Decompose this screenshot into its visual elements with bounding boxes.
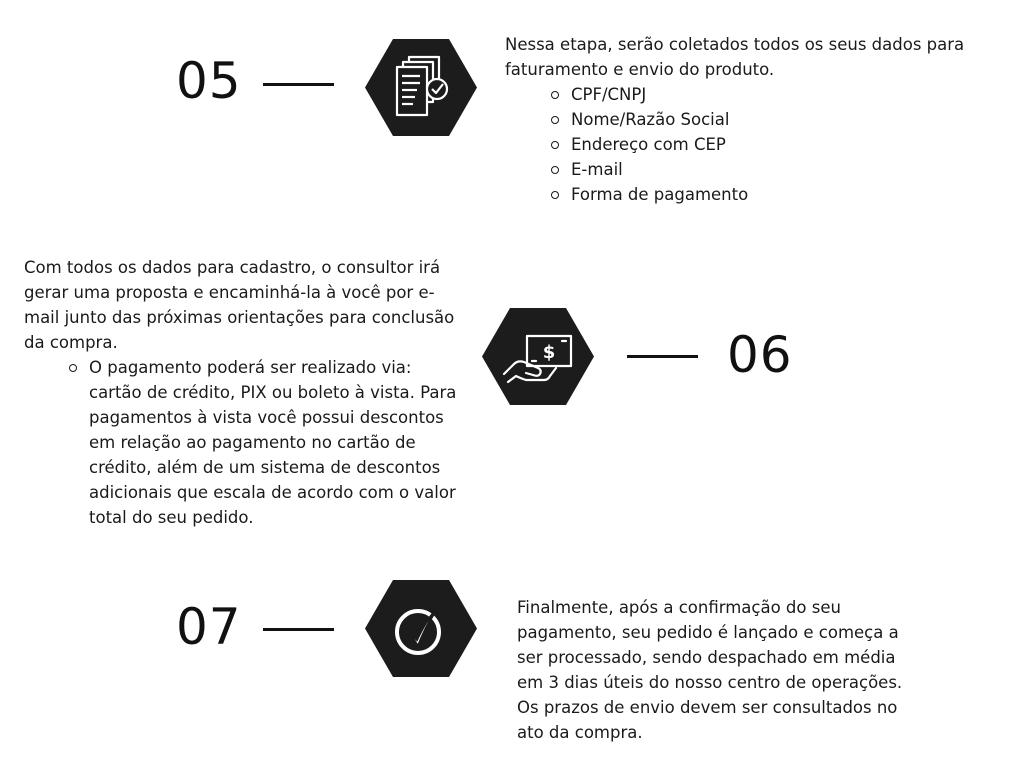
step-intro: Com todos os dados para cadastro, o consultor irá gerar uma proposta e encaminhá-la à você por e-mail junto das próximas orientações para conclusão da compra. (24, 258, 455, 352)
step-intro: Nessa etapa, serão coletados todos os seus dados para faturamento e envio do produto. (505, 35, 965, 79)
hand-money-icon (482, 308, 594, 405)
step-number: 05 (176, 52, 242, 110)
check-circle-icon (365, 580, 477, 677)
step-number: 06 (727, 326, 793, 384)
step-intro: Finalmente, após a confirmação do seu pagamento, seu pedido é lançado e começa a ser processado, sendo despachado em média em 3 dias úteis do nosso centro de operações. Os prazos de envio devem ser consultados no ato da compra. (517, 598, 903, 742)
step-07-text (517, 595, 912, 745)
list-item: Nome/Razão Social (551, 107, 985, 132)
step-number: 07 (176, 598, 242, 656)
list-item: CPF/CNPJ (551, 82, 985, 107)
connector-line (627, 355, 698, 358)
connector-line (263, 83, 334, 86)
svg-text:$: $ (542, 342, 556, 363)
payment-list (69, 355, 459, 530)
list-item: O pagamento poderá ser realizado via: cartão de crédito, PIX ou boleto à vista. Para pagamentos à vista você possui descontos em relação ao pagamento no cartão de crédito, além de um sistema de descontos adicionais que escala de acordo com o valor total do seu pedido. (69, 355, 459, 530)
step-05-text (505, 32, 985, 207)
document-check-icon (365, 39, 477, 136)
list-item: E-mail (551, 157, 985, 182)
step-06-text (24, 255, 459, 530)
connector-line (263, 628, 334, 631)
list-item: Endereço com CEP (551, 132, 985, 157)
data-list (551, 82, 985, 207)
list-item: Forma de pagamento (551, 182, 985, 207)
